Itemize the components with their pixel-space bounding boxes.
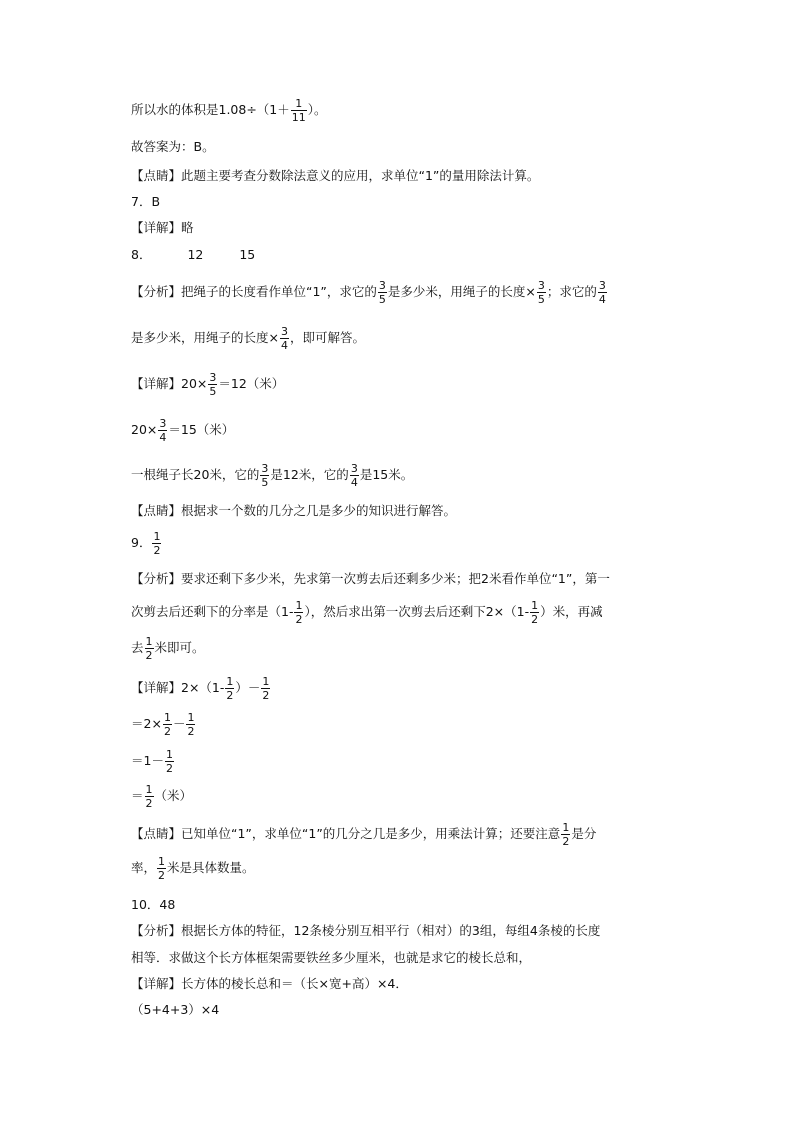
text-line-25: 相等．求做这个长方体框架需要铁丝多少厘米，也就是求它的棱长总和，: [131, 950, 532, 965]
fraction: $\frac{3}{5}$: [261, 462, 269, 489]
text-line-20: ＝ $\frac{1}{2}$ （米）: [131, 783, 193, 810]
text-line-15: 次剪去后还剩下的分率是（1- $\frac{1}{2}$ ），然后求出第一次剪去后还剩下2×（1- $\frac{1}{2}$ ）米，再减: [131, 599, 603, 626]
fraction: $\frac{1}{11}$: [291, 97, 306, 124]
text-line-21: 【点睛】已知单位“1”，求单位“1”的几分之几是多少，用乘法计算；还要注意 $\frac{1}{2}$ 是分: [131, 821, 597, 848]
fraction: $\frac{3}{4}$: [280, 325, 288, 352]
fraction: $\frac{1}{2}$: [562, 821, 570, 848]
text-line-9: 【详解】20× $\frac{3}{5}$ ＝12（米）: [131, 371, 285, 398]
text-line-24: 【分析】根据长方体的特征，12条棱分别互相平行（相对）的3组，每组4条棱的长度: [131, 923, 601, 938]
fraction: $\frac{3}{5}$: [209, 371, 217, 398]
fraction: $\frac{1}{2}$: [295, 599, 303, 626]
fraction: $\frac{3}{4}$: [598, 279, 606, 306]
fraction: $\frac{1}{2}$: [165, 748, 173, 775]
text-line-2: 故答案为：B。: [131, 139, 215, 154]
text-line-7: 【分析】把绳子的长度看作单位“1”，求它的 $\frac{3}{5}$ 是多少米，用绳子的长度× $\frac{3}{5}$ ；求它的 $\frac{3}{4}$: [131, 279, 606, 306]
fraction: $\frac{3}{5}$: [378, 279, 386, 306]
text-line-8: 是多少米，用绳子的长度× $\frac{3}{4}$ ，即可解答。: [131, 325, 365, 352]
question-10-answer: 10．48: [131, 897, 176, 912]
fraction: $\frac{1}{2}$: [226, 675, 234, 702]
fraction: $\frac{1}{2}$: [145, 783, 153, 810]
text-line-1: 所以水的体积是1.08÷（1＋ $\frac{1}{11}$ ）。: [131, 97, 327, 124]
text-line-27: （5+4+3）×4: [131, 1002, 220, 1017]
fraction: $\frac{3}{4}$: [350, 462, 358, 489]
text-line-18: ＝2× $\frac{1}{2}$ － $\frac{1}{2}$: [131, 711, 195, 738]
text-line-14: 【分析】要求还剩下多少米，先求第一次剪去后还剩多少米；把2米看作单位“1”，第一: [131, 571, 610, 586]
fraction: $\frac{1}{2}$: [531, 599, 539, 626]
text-line-16: 去 $\frac{1}{2}$ 米即可。: [131, 635, 205, 662]
text-line-5: 【详解】略: [131, 220, 194, 235]
text-line-22: 率， $\frac{1}{2}$ 米是具体数量。: [131, 855, 255, 882]
fraction: $\frac{1}{2}$: [262, 675, 270, 702]
text-line-12: 【点睛】根据求一个数的几分之几是多少的知识进行解答。: [131, 503, 457, 518]
question-8-answer: 8． 12 15: [131, 247, 256, 262]
text-line-3: 【点睛】此题主要考查分数除法意义的应用，求单位“1”的量用除法计算。: [131, 168, 540, 183]
fraction: $\frac{1}{2}$: [163, 711, 171, 738]
fraction: $\frac{3}{5}$: [537, 279, 545, 306]
text-line-19: ＝1－ $\frac{1}{2}$: [131, 748, 173, 775]
fraction: $\frac{1}{2}$: [187, 711, 195, 738]
text-line-26: 【详解】长方体的棱长总和＝（长×宽+高）×4．: [131, 976, 408, 991]
fraction: $\frac{1}{2}$: [145, 635, 153, 662]
fraction: $\frac{3}{4}$: [159, 417, 167, 444]
fraction: $\frac{1}{2}$: [158, 855, 166, 882]
question-9-answer: 9． $\frac{1}{2}$: [131, 530, 161, 557]
text-line-17: 【详解】2×（1- $\frac{1}{2}$ ）－ $\frac{1}{2}$: [131, 675, 270, 702]
text-line-11: 一根绳子长20米，它的 $\frac{3}{5}$ 是12米，它的 $\frac{3}{4}$ 是15米。: [131, 462, 414, 489]
question-7-answer: 7．B: [131, 194, 161, 209]
text-line-10: 20× $\frac{3}{4}$ ＝15（米）: [131, 417, 235, 444]
fraction: $\frac{1}{2}$: [153, 530, 161, 557]
